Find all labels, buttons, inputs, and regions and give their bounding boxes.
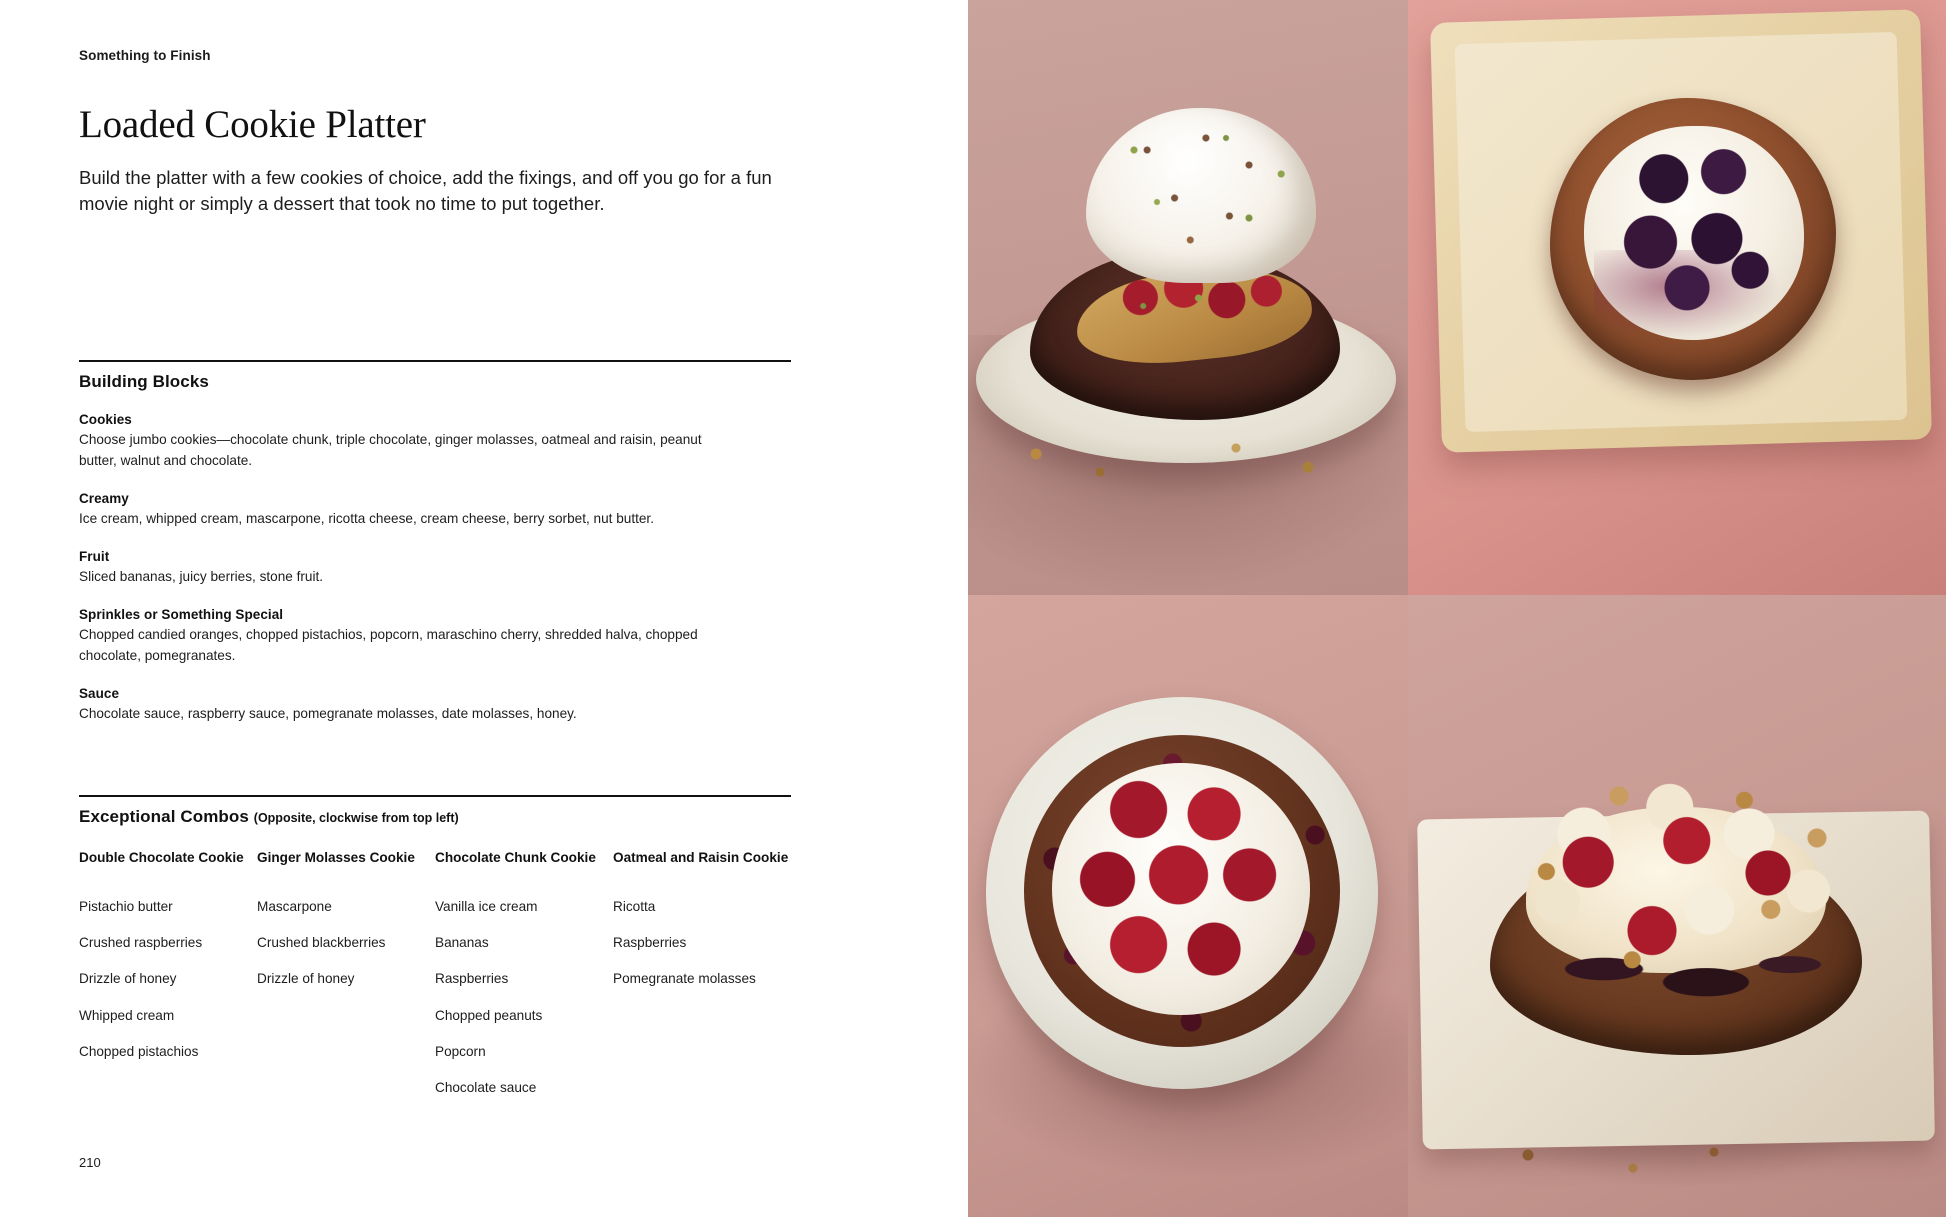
combo-ingredient: Crushed blackberries — [257, 935, 386, 951]
section-divider-combos — [79, 795, 791, 797]
building-block-item — [79, 686, 791, 724]
combo-ingredient: Vanilla ice cream — [435, 899, 538, 914]
block-title: Sprinkles or Something Special — [79, 607, 284, 623]
combo-ingredient: Raspberries — [435, 971, 509, 987]
section-divider-top — [79, 360, 791, 362]
building-block-item — [79, 491, 791, 529]
raspberries — [1072, 779, 1294, 997]
combo-ingredient: Ricotta — [613, 899, 656, 914]
photo-double-chocolate-cookie — [968, 0, 1408, 595]
page-header — [79, 48, 799, 217]
chapter-eyebrow: Something to Finish — [79, 48, 211, 63]
chopped-peanuts — [1520, 775, 1850, 985]
combo-title: Chocolate Chunk Cookie — [435, 850, 596, 865]
building-blocks-section — [79, 360, 791, 724]
combo-ingredient: Bananas — [435, 935, 489, 951]
combo-ingredient: Crushed raspberries — [79, 935, 203, 951]
exceptional-combos-section — [79, 795, 791, 1097]
block-title: Fruit — [79, 549, 110, 565]
block-body: Choose jumbo cookies—chocolate chunk, triple chocolate, ginger molasses, oatmeal and raisin, peanut butter, walnut and chocolate. — [79, 432, 702, 469]
combo-title: Double Chocolate Cookie — [79, 850, 244, 865]
block-body: Chopped candied oranges, chopped pistachios, popcorn, maraschino cherry, shredded halva, chopped chocolate, pomegranates. — [79, 627, 698, 664]
combo-ingredient: Drizzle of honey — [79, 971, 177, 987]
crumbs — [1468, 1135, 1768, 1185]
combo-title: Ginger Molasses Cookie — [257, 850, 415, 865]
chopped-pistachios — [1088, 122, 1318, 322]
combo-ingredient: Raspberries — [613, 935, 687, 951]
building-blocks-heading: Building Blocks — [79, 372, 209, 391]
combo-ingredient-list — [257, 898, 435, 988]
photo-ginger-molasses-cookie — [1408, 0, 1946, 595]
combo-ingredient: Chopped peanuts — [435, 1007, 543, 1023]
page-number: 210 — [79, 1155, 101, 1170]
building-block-item — [79, 412, 791, 471]
combo-ingredient-list — [435, 898, 613, 1097]
combo-ingredient: Chopped pistachios — [79, 1043, 199, 1059]
photo-oatmeal-raisin-cookie — [968, 595, 1408, 1217]
combo-column — [613, 849, 791, 1097]
combo-ingredient: Mascarpone — [257, 899, 332, 914]
block-body: Chocolate sauce, raspberry sauce, pomegranate molasses, date molasses, honey. — [79, 706, 577, 722]
combo-ingredient: Drizzle of honey — [257, 971, 355, 987]
combo-ingredient: Pistachio butter — [79, 899, 173, 914]
combo-ingredient: Whipped cream — [79, 1007, 175, 1023]
combo-column — [435, 849, 613, 1097]
combo-title: Oatmeal and Raisin Cookie — [613, 850, 789, 865]
block-title: Sauce — [79, 686, 120, 702]
exceptional-combos-heading — [79, 807, 791, 827]
right-page-photo-grid — [968, 0, 1946, 1217]
combos-grid — [79, 849, 791, 1097]
building-block-item — [79, 549, 791, 587]
combo-ingredient-list — [79, 898, 257, 1060]
left-page — [0, 0, 968, 1217]
recipe-intro: Build the platter with a few cookies of choice, add the fixings, and off you go for a fun movie night or simply a dessert that took no time to put together. — [79, 166, 772, 215]
combos-heading-text: Exceptional Combos — [79, 807, 249, 826]
combo-ingredient: Pomegranate molasses — [613, 971, 756, 987]
combo-ingredient: Popcorn — [435, 1043, 486, 1059]
block-title: Cookies — [79, 412, 132, 427]
combo-ingredient-list — [613, 898, 791, 988]
combo-ingredient: Chocolate sauce — [435, 1079, 537, 1095]
combos-heading-note: (Opposite, clockwise from top left) — [253, 811, 459, 825]
block-body: Ice cream, whipped cream, mascarpone, ricotta cheese, cream cheese, berry sorbet, nut butter. — [79, 511, 654, 527]
page-title: Loaded Cookie Platter — [79, 103, 426, 146]
crumbs — [988, 430, 1388, 490]
photo-chocolate-chunk-cookie — [1408, 595, 1946, 1217]
combo-column — [79, 849, 257, 1097]
building-block-item — [79, 607, 791, 666]
crushed-blackberries — [1614, 140, 1780, 316]
block-title: Creamy — [79, 491, 129, 507]
combo-column — [257, 849, 435, 1097]
block-body: Sliced bananas, juicy berries, stone fruit. — [79, 569, 324, 585]
